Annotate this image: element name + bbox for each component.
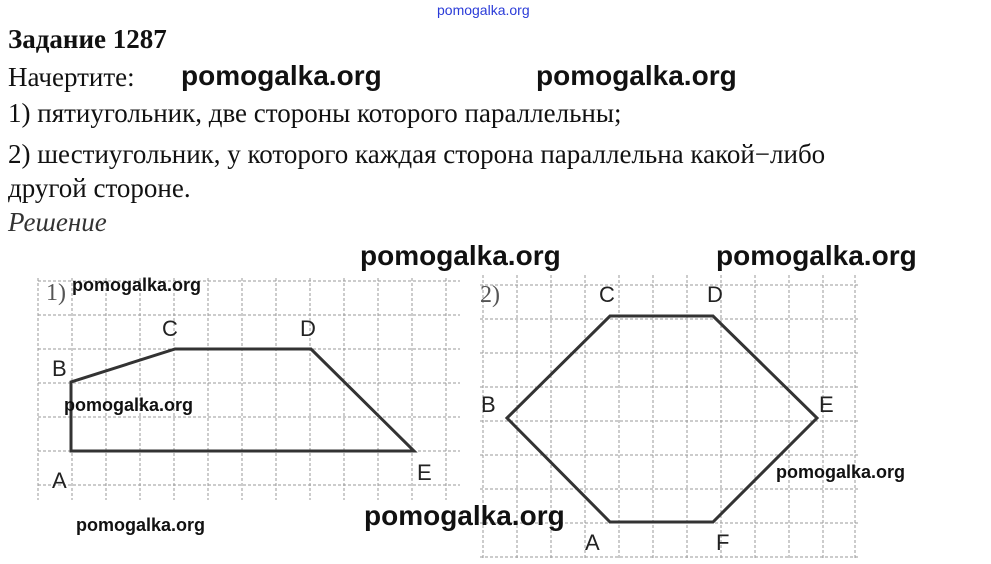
pentagon-vertex-c: C xyxy=(162,316,178,341)
task-intro: Начертите: xyxy=(8,62,135,92)
hexagon-vertex-a: A xyxy=(585,530,600,555)
solution-label: Решение xyxy=(8,207,107,237)
task-item-1: 1) пятиугольник, две стороны которого параллельны; xyxy=(8,98,622,128)
hexagon xyxy=(507,316,817,522)
watermark-text: pomogalka.org xyxy=(72,275,202,295)
hexagon-vertex-b: B xyxy=(481,392,496,417)
figure-1-number: 1) xyxy=(46,280,66,306)
task-item-2-line-2: другой стороне. xyxy=(8,173,191,203)
watermark-text: pomogalka.org xyxy=(776,462,906,482)
pentagon-vertex-a: A xyxy=(52,468,67,493)
grid-figure-1 xyxy=(38,278,460,500)
hexagon-vertex-f: F xyxy=(716,530,730,555)
pentagon-vertex-e: E xyxy=(417,460,432,485)
figure-2-number: 2) xyxy=(480,282,500,308)
watermark-text: pomogalka.org xyxy=(76,515,206,535)
header-watermark: pomogalka.org xyxy=(437,2,530,18)
watermark-text: pomogalka.org xyxy=(64,395,194,415)
watermark-text: pomogalka.org xyxy=(716,240,917,271)
hexagon-vertex-c: C xyxy=(599,282,615,307)
task-item-2-line-1: 2) шестиугольник, у которого каждая сторона параллельна какой−либо xyxy=(8,139,826,169)
watermark-text: pomogalka.org xyxy=(364,500,565,531)
pentagon-vertex-d: D xyxy=(300,316,316,341)
watermark-text: pomogalka.org xyxy=(360,240,561,271)
watermark-text: pomogalka.org xyxy=(181,60,382,91)
hexagon-vertex-d: D xyxy=(707,282,723,307)
watermark-text: pomogalka.org xyxy=(536,60,737,91)
task-title: Задание 1287 xyxy=(8,24,167,54)
hexagon-vertex-e: E xyxy=(819,392,834,417)
pentagon-vertex-b: B xyxy=(52,356,67,381)
